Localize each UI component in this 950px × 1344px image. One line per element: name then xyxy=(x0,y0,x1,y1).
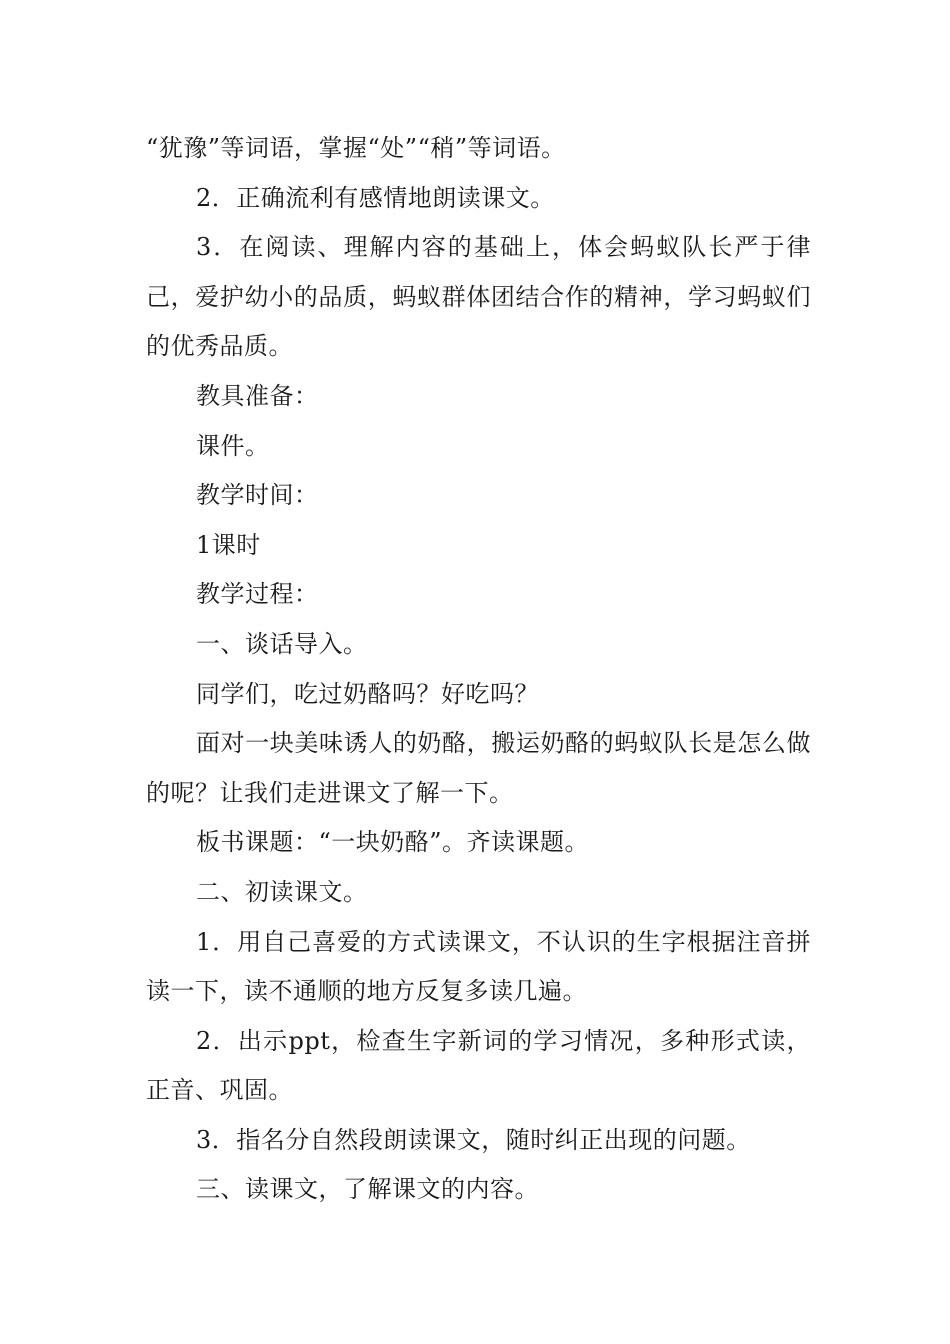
paragraph-2: 2．正确流利有感情地朗读课文。 xyxy=(196,183,555,212)
paragraph-16: 3．指名分自然段朗读课文，随时纠正出现的问题。 xyxy=(196,1125,751,1154)
paragraph-9: 一、谈话导入。 xyxy=(196,629,368,658)
paragraph-4: 教具准备： xyxy=(196,381,319,410)
paragraph-13: 二、初读课文。 xyxy=(196,877,368,906)
paragraph-10: 同学们，吃过奶酪吗？好吃吗？ xyxy=(196,679,539,708)
paragraph-7: 1课时 xyxy=(196,530,261,559)
paragraph-5: 课件。 xyxy=(196,431,270,460)
paragraph-8: 教学过程： xyxy=(196,580,319,609)
paragraph-12: 板书课题：“一块奶酪”。齐读课题。 xyxy=(196,828,590,857)
paragraph-3: 3．在阅读、理解内容的基础上，体会蚂蚁队长严于律己，爱护幼小的品质，蚂蚁群体团结合作的精神，学习蚂蚁们的优秀品质。 xyxy=(146,233,811,361)
document-body xyxy=(146,124,811,1215)
paragraph-17: 三、读课文，了解课文的内容。 xyxy=(196,1175,539,1204)
paragraph-11: 面对一块美味诱人的奶酪，搬运奶酪的蚂蚁队长是怎么做的呢？让我们走进课文了解一下。 xyxy=(146,729,811,807)
paragraph-15: 2．出示ppt，检查生字新词的学习情况，多种形式读，正音、巩固。 xyxy=(146,1026,811,1105)
paragraph-14: 1．用自己喜爱的方式读课文，不认识的生字根据注音拼读一下，读不通顺的地方反复多读几遍。 xyxy=(146,927,811,1006)
paragraph-6: 教学时间： xyxy=(196,481,319,510)
paragraph-1: “犹豫”等词语，掌握“处”“稍”等词语。 xyxy=(146,134,566,162)
